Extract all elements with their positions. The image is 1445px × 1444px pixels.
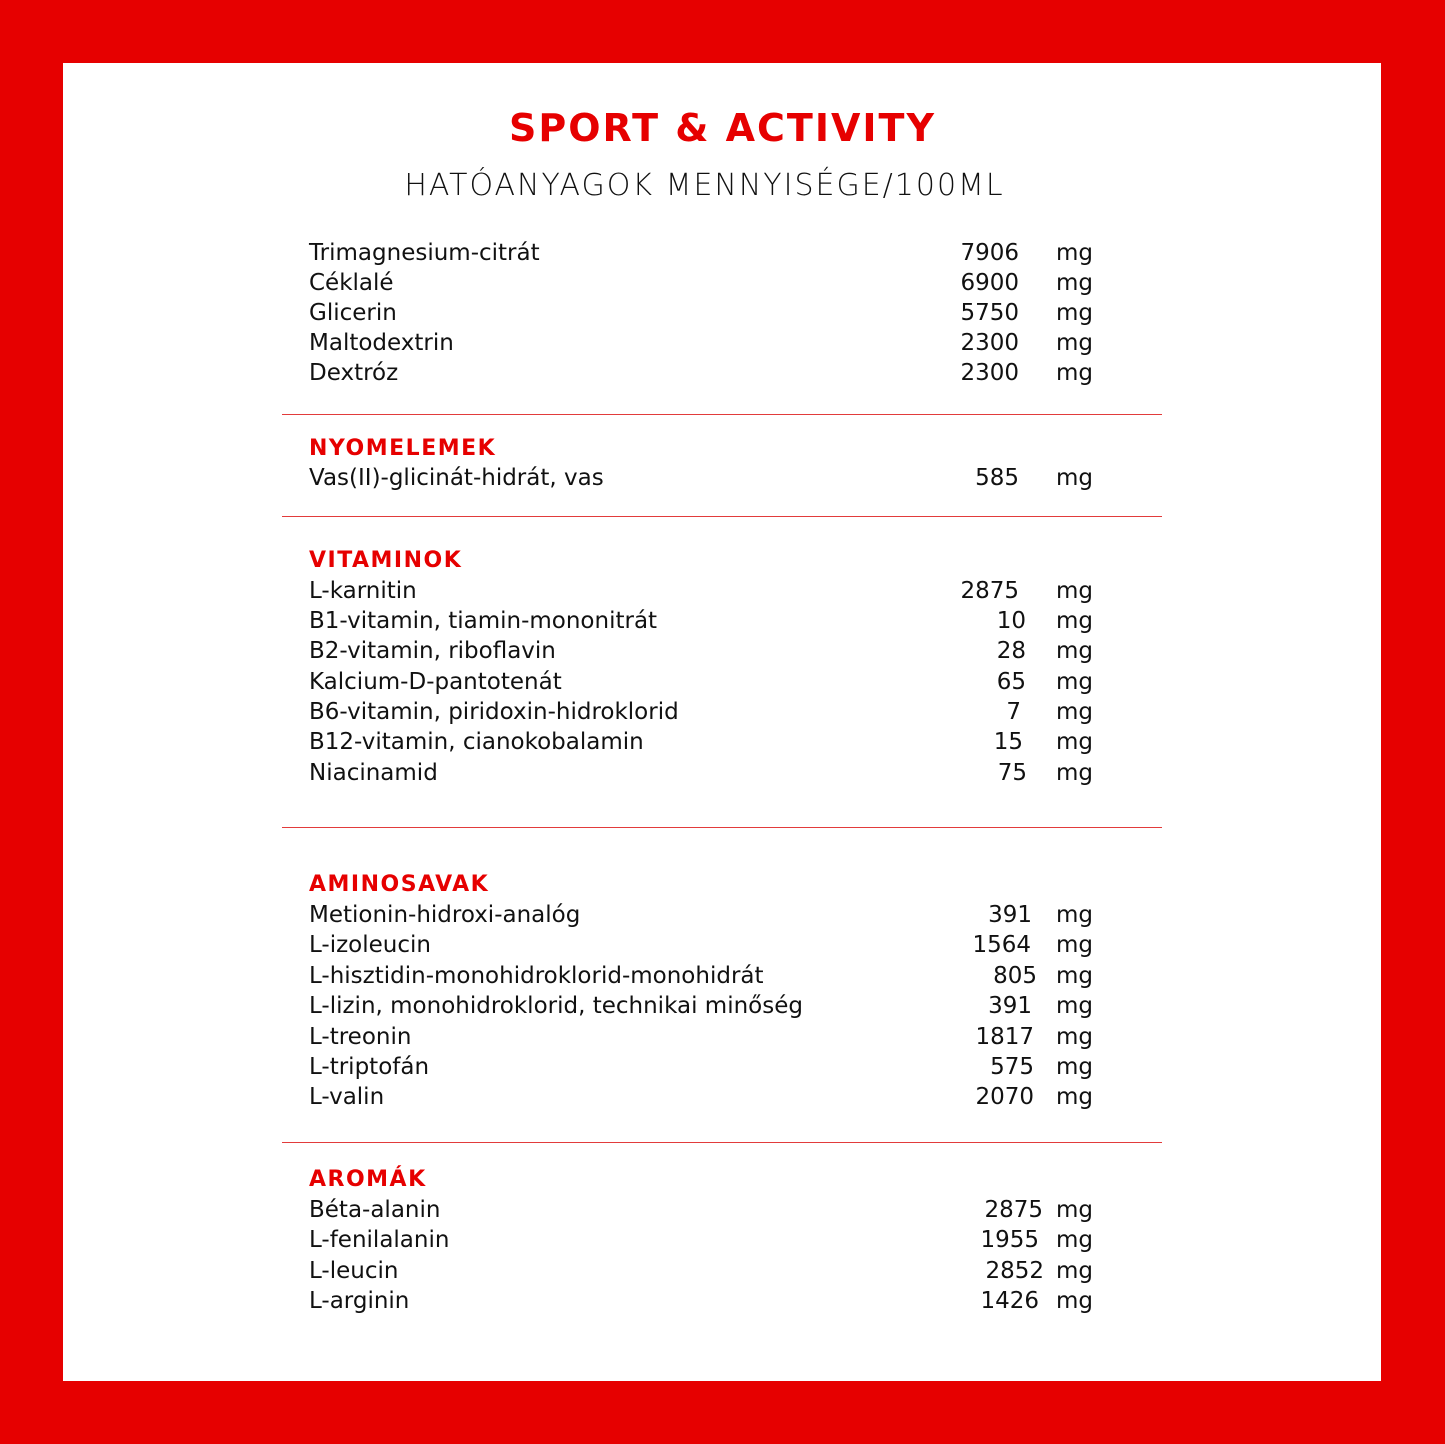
ingredient-row [309,991,1109,1021]
ingredient-row [309,298,1109,328]
ingredient-name: L-arginin [309,1288,410,1314]
ingredient-amount: 1426 [980,1288,1039,1314]
ingredient-amount: 391 [988,993,1032,1019]
ingredient-unit: mg [1056,669,1094,695]
ingredient-amount: 10 [996,608,1026,634]
ingredient-name: Glicerin [309,300,397,326]
ingredient-unit: mg [1056,760,1094,786]
ingredient-row [309,1225,1109,1255]
ingredient-row [309,358,1109,388]
ingredient-name: Metionin-hidroxi-analóg [309,902,581,928]
ingredient-amount: 65 [996,669,1026,695]
ingredient-unit: mg [1056,1258,1094,1284]
ingredient-name: L-hisztidin-monohidroklorid-monohidrát [309,963,764,989]
ingredient-amount: 7 [1006,699,1021,725]
ingredient-amount: 1817 [975,1024,1034,1050]
ingredient-row [309,900,1109,930]
ingredient-amount: 2875 [960,578,1019,604]
ingredient-amount: 7906 [960,240,1019,266]
ingredient-row [309,1195,1109,1225]
ingredient-amount: 75 [997,760,1027,786]
ingredient-name: Niacinamid [309,760,438,786]
ingredient-row [309,238,1109,268]
ingredient-row [309,328,1109,358]
ingredient-row [309,606,1109,636]
ingredient-amount: 391 [988,902,1032,928]
ingredient-amount: 575 [990,1054,1034,1080]
ingredient-row [309,576,1109,606]
section-divider [282,516,1162,517]
ingredient-row [309,697,1109,727]
ingredient-unit: mg [1056,993,1094,1019]
ingredient-name: Trimagnesium-citrát [309,240,540,266]
page-subtitle: HATÓANYAGOK MENNYISÉGE/100ML [404,168,1005,203]
section-title-aromak: AROMÁK [309,1167,427,1192]
ingredient-row [309,758,1109,788]
ingredient-unit: mg [1056,1054,1094,1080]
ingredient-amount: 5750 [960,300,1019,326]
ingredient-name: L-lizin, monohidroklorid, technikai minőség [309,993,803,1019]
section-title-vitaminok: VITAMINOK [309,548,463,573]
section-divider [282,1142,1162,1143]
ingredient-amount: 2300 [960,330,1019,356]
ingredient-name: L-leucin [309,1258,399,1284]
ingredient-amount: 6900 [960,270,1019,296]
ingredient-row [309,727,1109,757]
ingredient-unit: mg [1056,902,1094,928]
page-title: SPORT & ACTIVITY [509,106,936,150]
ingredient-amount: 585 [975,465,1019,491]
ingredient-amount: 2300 [960,360,1019,386]
ingredient-unit: mg [1056,270,1094,296]
ingredient-row [309,1286,1109,1316]
ingredient-row [309,1082,1109,1112]
ingredient-name: L-valin [309,1084,385,1110]
ingredient-name: L-triptofán [309,1054,430,1080]
ingredient-unit: mg [1056,300,1094,326]
ingredient-unit: mg [1056,1024,1094,1050]
ingredient-unit: mg [1056,240,1094,266]
ingredient-name: L-fenilalanin [309,1227,450,1253]
ingredient-name: B12-vitamin, cianokobalamin [309,729,644,755]
ingredient-amount: 2852 [985,1258,1044,1284]
ingredient-amount: 805 [993,963,1037,989]
ingredient-row [309,636,1109,666]
section-divider [282,414,1162,415]
ingredient-row [309,268,1109,298]
ingredient-name: B6-vitamin, piridoxin-hidroklorid [309,699,679,725]
ingredient-name: B1-vitamin, tiamin-mononitrát [309,608,658,634]
ingredient-name: Dextróz [309,360,399,386]
ingredient-amount: 1955 [980,1227,1039,1253]
ingredient-unit: mg [1056,330,1094,356]
ingredient-unit: mg [1056,1288,1094,1314]
ingredient-name: Maltodextrin [309,330,454,356]
ingredient-amount: 15 [993,729,1023,755]
ingredient-unit: mg [1056,465,1094,491]
ingredient-amount: 28 [996,638,1026,664]
ingredient-unit: mg [1056,729,1094,755]
ingredient-name: L-karnitin [309,578,417,604]
ingredient-name: L-izoleucin [309,932,431,958]
ingredient-unit: mg [1056,932,1094,958]
ingredient-name: Béta-alanin [309,1197,441,1223]
section-title-aminosavak: AMINOSAVAK [309,872,490,897]
ingredient-unit: mg [1056,360,1094,386]
ingredient-amount: 1564 [972,932,1031,958]
ingredient-unit: mg [1056,608,1094,634]
ingredient-row [309,463,1109,493]
ingredient-unit: mg [1056,1227,1094,1253]
ingredient-row [309,1022,1109,1052]
ingredient-row [309,930,1109,960]
ingredient-name: Vas(II)-glicinát-hidrát, vas [309,465,604,491]
ingredient-name: Kalcium-D-pantotenát [309,669,562,695]
ingredient-name: Céklalé [309,270,394,296]
ingredient-name: B2-vitamin, riboflavin [309,638,556,664]
ingredient-amount: 2875 [984,1197,1043,1223]
ingredient-unit: mg [1056,578,1094,604]
ingredient-unit: mg [1056,1084,1094,1110]
ingredient-row [309,667,1109,697]
ingredient-amount: 2070 [975,1084,1034,1110]
section-divider [282,827,1162,828]
ingredient-unit: mg [1056,638,1094,664]
ingredient-unit: mg [1056,699,1094,725]
ingredient-unit: mg [1056,963,1094,989]
ingredient-row [309,961,1109,991]
ingredient-unit: mg [1056,1197,1094,1223]
ingredient-row [309,1256,1109,1286]
section-title-nyomelemek: NYOMELEMEK [309,436,497,461]
ingredient-name: L-treonin [309,1024,412,1050]
ingredient-row [309,1052,1109,1082]
